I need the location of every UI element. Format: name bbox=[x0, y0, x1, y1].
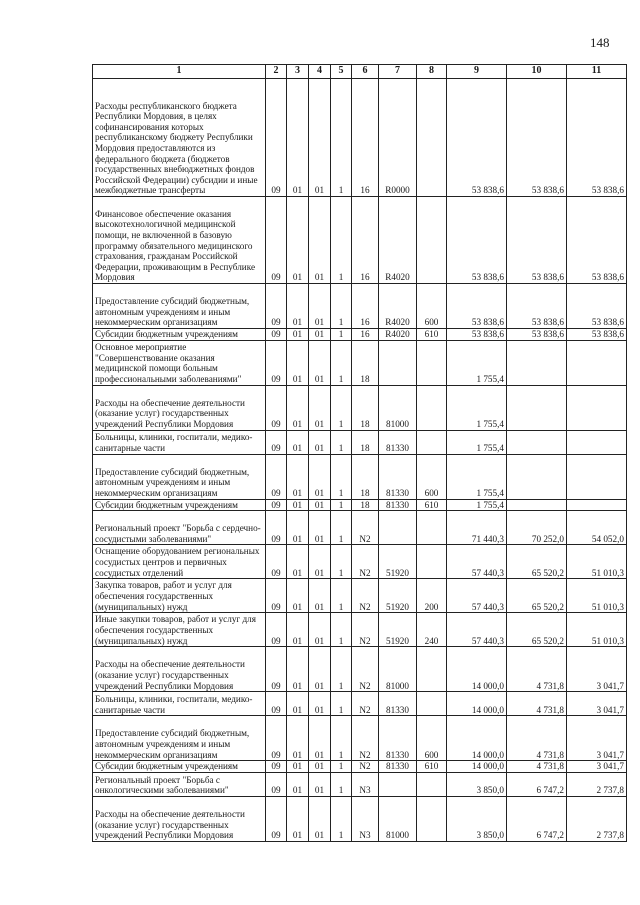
row-name-cell: Финансовое обеспечение оказания высокотехнологичной медицинской помощи, не включенной в базовую программу обязательного медицинского страхования, гражданам Российской Федерации, проживающим в Республике Мордовия bbox=[93, 197, 266, 284]
row-cell-col-5: 1 bbox=[331, 511, 352, 545]
row-cell-col-6: 18 bbox=[352, 454, 379, 499]
row-cell-col-6: 16 bbox=[352, 329, 379, 341]
row-cell-col-10: 4 731,8 bbox=[507, 692, 567, 716]
row-cell-col-4: 01 bbox=[309, 613, 331, 647]
row-cell-col-8: 600 bbox=[417, 716, 447, 761]
row-cell-col-7 bbox=[379, 511, 417, 545]
row-cell-col-2: 09 bbox=[266, 284, 287, 329]
row-cell-col-11: 3 041,7 bbox=[567, 692, 627, 716]
row-cell-col-10: 4 731,8 bbox=[507, 761, 567, 773]
row-cell-col-8: 610 bbox=[417, 329, 447, 341]
row-cell-col-6: 16 bbox=[352, 284, 379, 329]
row-cell-col-8: 600 bbox=[417, 284, 447, 329]
row-cell-col-4: 01 bbox=[309, 692, 331, 716]
row-cell-col-10: 70 252,0 bbox=[507, 511, 567, 545]
row-cell-col-3: 01 bbox=[287, 284, 309, 329]
row-cell-col-11: 53 838,6 bbox=[567, 284, 627, 329]
row-cell-col-3: 01 bbox=[287, 499, 309, 511]
row-cell-col-5: 1 bbox=[331, 499, 352, 511]
row-cell-col-9: 1 755,4 bbox=[447, 499, 507, 511]
row-cell-col-8 bbox=[417, 197, 447, 284]
row-name-cell: Расходы на обеспечение деятельности (оказание услуг) государственных учреждений Республики Мордовия bbox=[93, 385, 266, 430]
row-cell-col-4: 01 bbox=[309, 329, 331, 341]
column-header-9: 9 bbox=[447, 65, 507, 79]
column-header-3: 3 bbox=[287, 65, 309, 79]
row-cell-col-2: 09 bbox=[266, 613, 287, 647]
row-cell-col-11: 53 838,6 bbox=[567, 79, 627, 197]
row-cell-col-9: 3 850,0 bbox=[447, 772, 507, 796]
row-cell-col-9: 1 755,4 bbox=[447, 454, 507, 499]
row-cell-col-7: 81000 bbox=[379, 796, 417, 841]
row-cell-col-3: 01 bbox=[287, 613, 309, 647]
row-cell-col-4: 01 bbox=[309, 385, 331, 430]
row-cell-col-10: 4 731,8 bbox=[507, 716, 567, 761]
row-cell-col-7: 81330 bbox=[379, 454, 417, 499]
row-cell-col-7 bbox=[379, 340, 417, 385]
column-header-10: 10 bbox=[507, 65, 567, 79]
row-cell-col-9: 71 440,3 bbox=[447, 511, 507, 545]
page-number: 148 bbox=[590, 35, 610, 50]
row-cell-col-3: 01 bbox=[287, 385, 309, 430]
row-cell-col-2: 09 bbox=[266, 772, 287, 796]
row-cell-col-4: 01 bbox=[309, 197, 331, 284]
row-cell-col-7: R0000 bbox=[379, 79, 417, 197]
row-cell-col-7: R4020 bbox=[379, 284, 417, 329]
row-name-cell: Расходы на обеспечение деятельности (оказание услуг) государственных учреждений Республики Мордовия bbox=[93, 796, 266, 841]
row-cell-col-11: 3 041,7 bbox=[567, 761, 627, 773]
row-cell-col-8 bbox=[417, 79, 447, 197]
row-cell-col-6: N2 bbox=[352, 716, 379, 761]
row-cell-col-2: 09 bbox=[266, 647, 287, 692]
row-cell-col-10: 65 520,2 bbox=[507, 579, 567, 613]
row-cell-col-9: 53 838,6 bbox=[447, 284, 507, 329]
table-row bbox=[93, 796, 627, 841]
header-row bbox=[93, 65, 627, 79]
row-cell-col-9: 14 000,0 bbox=[447, 692, 507, 716]
row-cell-col-5: 1 bbox=[331, 284, 352, 329]
row-cell-col-11: 51 010,3 bbox=[567, 579, 627, 613]
table-row bbox=[93, 579, 627, 613]
row-cell-col-3: 01 bbox=[287, 454, 309, 499]
row-cell-col-2: 09 bbox=[266, 796, 287, 841]
row-cell-col-9: 1 755,4 bbox=[447, 430, 507, 454]
column-header-5: 5 bbox=[331, 65, 352, 79]
budget-table bbox=[92, 64, 627, 842]
table-row bbox=[93, 385, 627, 430]
row-cell-col-6: 18 bbox=[352, 340, 379, 385]
table-row bbox=[93, 430, 627, 454]
row-cell-col-9: 1 755,4 bbox=[447, 385, 507, 430]
row-cell-col-11: 51 010,3 bbox=[567, 545, 627, 579]
row-cell-col-3: 01 bbox=[287, 692, 309, 716]
row-cell-col-5: 1 bbox=[331, 647, 352, 692]
row-cell-col-11: 3 041,7 bbox=[567, 716, 627, 761]
row-cell-col-5: 1 bbox=[331, 613, 352, 647]
row-name-cell: Закупка товаров, работ и услуг для обеспечения государственных (муниципальных) нужд bbox=[93, 579, 266, 613]
row-cell-col-10 bbox=[507, 454, 567, 499]
row-cell-col-2: 09 bbox=[266, 511, 287, 545]
row-cell-col-10: 53 838,6 bbox=[507, 284, 567, 329]
row-cell-col-6: 16 bbox=[352, 79, 379, 197]
row-cell-col-5: 1 bbox=[331, 772, 352, 796]
row-cell-col-9: 3 850,0 bbox=[447, 796, 507, 841]
row-cell-col-5: 1 bbox=[331, 385, 352, 430]
row-name-cell: Предоставление субсидий бюджетным, автономным учреждениям и иным некоммерческим организациям bbox=[93, 284, 266, 329]
row-cell-col-7: 81330 bbox=[379, 692, 417, 716]
row-cell-col-2: 09 bbox=[266, 430, 287, 454]
row-cell-col-6: N2 bbox=[352, 545, 379, 579]
row-cell-col-5: 1 bbox=[331, 796, 352, 841]
row-cell-col-3: 01 bbox=[287, 430, 309, 454]
row-cell-col-8 bbox=[417, 430, 447, 454]
row-cell-col-3: 01 bbox=[287, 761, 309, 773]
row-cell-col-9: 14 000,0 bbox=[447, 761, 507, 773]
row-cell-col-7: 81000 bbox=[379, 385, 417, 430]
row-name-cell: Больницы, клиники, госпитали, медико-санитарные части bbox=[93, 430, 266, 454]
row-cell-col-6: N2 bbox=[352, 761, 379, 773]
row-cell-col-3: 01 bbox=[287, 545, 309, 579]
row-cell-col-3: 01 bbox=[287, 716, 309, 761]
row-cell-col-6: N2 bbox=[352, 647, 379, 692]
row-cell-col-7: 81000 bbox=[379, 647, 417, 692]
row-cell-col-7: R4020 bbox=[379, 329, 417, 341]
row-name-cell: Расходы на обеспечение деятельности (оказание услуг) государственных учреждений Республики Мордовия bbox=[93, 647, 266, 692]
row-cell-col-2: 09 bbox=[266, 692, 287, 716]
row-cell-col-10: 6 747,2 bbox=[507, 796, 567, 841]
row-cell-col-4: 01 bbox=[309, 579, 331, 613]
table-row bbox=[93, 692, 627, 716]
row-name-cell: Основное мероприятие "Совершенствование оказания медицинской помощи больным профессиональными заболеваниями" bbox=[93, 340, 266, 385]
row-cell-col-8 bbox=[417, 511, 447, 545]
row-cell-col-2: 09 bbox=[266, 716, 287, 761]
row-cell-col-4: 01 bbox=[309, 430, 331, 454]
row-cell-col-4: 01 bbox=[309, 284, 331, 329]
table-row bbox=[93, 545, 627, 579]
row-name-cell: Предоставление субсидий бюджетным, автономным учреждениям и иным некоммерческим организациям bbox=[93, 716, 266, 761]
row-cell-col-8: 600 bbox=[417, 454, 447, 499]
row-cell-col-7: 51920 bbox=[379, 613, 417, 647]
row-name-cell: Субсидии бюджетным учреждениям bbox=[93, 499, 266, 511]
row-cell-col-5: 1 bbox=[331, 692, 352, 716]
row-cell-col-11 bbox=[567, 499, 627, 511]
row-cell-col-4: 01 bbox=[309, 647, 331, 692]
row-name-cell: Иные закупки товаров, работ и услуг для обеспечения государственных (муниципальных) нужд bbox=[93, 613, 266, 647]
row-cell-col-2: 09 bbox=[266, 499, 287, 511]
row-cell-col-10: 53 838,6 bbox=[507, 329, 567, 341]
row-cell-col-3: 01 bbox=[287, 579, 309, 613]
table-row bbox=[93, 79, 627, 197]
row-cell-col-2: 09 bbox=[266, 385, 287, 430]
row-name-cell: Региональный проект "Борьба с онкологическими заболеваниями" bbox=[93, 772, 266, 796]
row-cell-col-4: 01 bbox=[309, 340, 331, 385]
row-cell-col-11: 51 010,3 bbox=[567, 613, 627, 647]
row-cell-col-6: N2 bbox=[352, 692, 379, 716]
row-cell-col-9: 1 755,4 bbox=[447, 340, 507, 385]
row-cell-col-3: 01 bbox=[287, 340, 309, 385]
row-cell-col-5: 1 bbox=[331, 79, 352, 197]
row-cell-col-7: 51920 bbox=[379, 579, 417, 613]
row-cell-col-5: 1 bbox=[331, 430, 352, 454]
row-cell-col-5: 1 bbox=[331, 545, 352, 579]
row-cell-col-10: 65 520,2 bbox=[507, 613, 567, 647]
row-cell-col-10 bbox=[507, 340, 567, 385]
table-row bbox=[93, 329, 627, 341]
row-cell-col-9: 57 440,3 bbox=[447, 545, 507, 579]
row-name-cell: Субсидии бюджетным учреждениям bbox=[93, 329, 266, 341]
row-cell-col-6: 18 bbox=[352, 499, 379, 511]
row-cell-col-7: R4020 bbox=[379, 197, 417, 284]
row-cell-col-3: 01 bbox=[287, 79, 309, 197]
row-cell-col-4: 01 bbox=[309, 499, 331, 511]
row-cell-col-10: 6 747,2 bbox=[507, 772, 567, 796]
row-name-cell: Расходы республиканского бюджета Республики Мордовия, в целях софинансирования которых республиканскому бюджету Республики Мордовия предоставляются из федерального бюджета (бюджетов государственных внебюджетных фондов Российской Федерации) субсидии и иные межбюджетные трансферты bbox=[93, 79, 266, 197]
row-cell-col-8 bbox=[417, 340, 447, 385]
table-row bbox=[93, 499, 627, 511]
row-name-cell: Предоставление субсидий бюджетным, автономным учреждениям и иным некоммерческим организациям bbox=[93, 454, 266, 499]
table-row bbox=[93, 340, 627, 385]
row-cell-col-10: 4 731,8 bbox=[507, 647, 567, 692]
row-cell-col-3: 01 bbox=[287, 772, 309, 796]
row-cell-col-5: 1 bbox=[331, 716, 352, 761]
row-cell-col-4: 01 bbox=[309, 796, 331, 841]
row-cell-col-11: 53 838,6 bbox=[567, 197, 627, 284]
row-cell-col-2: 09 bbox=[266, 761, 287, 773]
row-cell-col-10: 65 520,2 bbox=[507, 545, 567, 579]
row-cell-col-6: N2 bbox=[352, 613, 379, 647]
row-cell-col-9: 14 000,0 bbox=[447, 647, 507, 692]
row-cell-col-5: 1 bbox=[331, 340, 352, 385]
row-cell-col-5: 1 bbox=[331, 329, 352, 341]
table-row bbox=[93, 197, 627, 284]
table-row bbox=[93, 454, 627, 499]
row-cell-col-2: 09 bbox=[266, 579, 287, 613]
row-cell-col-8: 610 bbox=[417, 761, 447, 773]
column-header-4: 4 bbox=[309, 65, 331, 79]
row-cell-col-4: 01 bbox=[309, 511, 331, 545]
row-cell-col-11: 2 737,8 bbox=[567, 796, 627, 841]
row-cell-col-9: 57 440,3 bbox=[447, 613, 507, 647]
table-row bbox=[93, 716, 627, 761]
row-cell-col-2: 09 bbox=[266, 545, 287, 579]
row-cell-col-4: 01 bbox=[309, 772, 331, 796]
row-cell-col-11 bbox=[567, 385, 627, 430]
table-row bbox=[93, 647, 627, 692]
row-cell-col-7: 51920 bbox=[379, 545, 417, 579]
row-cell-col-8 bbox=[417, 385, 447, 430]
row-cell-col-10: 53 838,6 bbox=[507, 197, 567, 284]
row-cell-col-4: 01 bbox=[309, 545, 331, 579]
row-cell-col-9: 53 838,6 bbox=[447, 197, 507, 284]
row-cell-col-8 bbox=[417, 772, 447, 796]
table-row bbox=[93, 511, 627, 545]
row-cell-col-4: 01 bbox=[309, 454, 331, 499]
row-cell-col-2: 09 bbox=[266, 329, 287, 341]
row-cell-col-9: 57 440,3 bbox=[447, 579, 507, 613]
row-cell-col-7: 81330 bbox=[379, 761, 417, 773]
row-name-cell: Больницы, клиники, госпитали, медико-санитарные части bbox=[93, 692, 266, 716]
table-row bbox=[93, 772, 627, 796]
row-cell-col-11 bbox=[567, 430, 627, 454]
column-header-7: 7 bbox=[379, 65, 417, 79]
row-cell-col-10: 53 838,6 bbox=[507, 79, 567, 197]
row-cell-col-9: 53 838,6 bbox=[447, 329, 507, 341]
row-cell-col-8 bbox=[417, 796, 447, 841]
column-header-8: 8 bbox=[417, 65, 447, 79]
row-cell-col-6: 18 bbox=[352, 385, 379, 430]
row-cell-col-7: 81330 bbox=[379, 430, 417, 454]
row-cell-col-11: 3 041,7 bbox=[567, 647, 627, 692]
row-cell-col-11 bbox=[567, 454, 627, 499]
table-row bbox=[93, 761, 627, 773]
row-cell-col-2: 09 bbox=[266, 340, 287, 385]
column-header-11: 11 bbox=[567, 65, 627, 79]
row-cell-col-3: 01 bbox=[287, 329, 309, 341]
row-cell-col-6: 16 bbox=[352, 197, 379, 284]
row-cell-col-2: 09 bbox=[266, 197, 287, 284]
row-cell-col-10 bbox=[507, 385, 567, 430]
row-cell-col-11: 54 052,0 bbox=[567, 511, 627, 545]
row-cell-col-4: 01 bbox=[309, 716, 331, 761]
row-cell-col-3: 01 bbox=[287, 511, 309, 545]
row-cell-col-7: 81330 bbox=[379, 499, 417, 511]
row-cell-col-5: 1 bbox=[331, 579, 352, 613]
row-cell-col-7: 81330 bbox=[379, 716, 417, 761]
row-cell-col-11: 2 737,8 bbox=[567, 772, 627, 796]
row-cell-col-8 bbox=[417, 545, 447, 579]
row-cell-col-5: 1 bbox=[331, 454, 352, 499]
row-cell-col-6: N2 bbox=[352, 579, 379, 613]
row-cell-col-11: 53 838,6 bbox=[567, 329, 627, 341]
row-name-cell: Региональный проект "Борьба с сердечно-сосудистыми заболеваниями" bbox=[93, 511, 266, 545]
column-header-1: 1 bbox=[93, 65, 266, 79]
row-cell-col-11 bbox=[567, 340, 627, 385]
row-cell-col-3: 01 bbox=[287, 647, 309, 692]
row-cell-col-6: 18 bbox=[352, 430, 379, 454]
table-row bbox=[93, 284, 627, 329]
row-name-cell: Субсидии бюджетным учреждениям bbox=[93, 761, 266, 773]
row-cell-col-4: 01 bbox=[309, 79, 331, 197]
row-cell-col-10 bbox=[507, 430, 567, 454]
row-cell-col-3: 01 bbox=[287, 197, 309, 284]
column-header-2: 2 bbox=[266, 65, 287, 79]
row-cell-col-8: 610 bbox=[417, 499, 447, 511]
row-cell-col-7 bbox=[379, 772, 417, 796]
row-cell-col-8: 240 bbox=[417, 613, 447, 647]
row-cell-col-6: N3 bbox=[352, 796, 379, 841]
column-header-6: 6 bbox=[352, 65, 379, 79]
row-cell-col-2: 09 bbox=[266, 79, 287, 197]
row-cell-col-3: 01 bbox=[287, 796, 309, 841]
row-cell-col-8 bbox=[417, 647, 447, 692]
row-cell-col-10 bbox=[507, 499, 567, 511]
row-cell-col-8: 200 bbox=[417, 579, 447, 613]
table-row bbox=[93, 613, 627, 647]
row-cell-col-2: 09 bbox=[266, 454, 287, 499]
row-cell-col-4: 01 bbox=[309, 761, 331, 773]
row-cell-col-9: 14 000,0 bbox=[447, 716, 507, 761]
row-cell-col-5: 1 bbox=[331, 761, 352, 773]
row-cell-col-6: N3 bbox=[352, 772, 379, 796]
row-cell-col-6: N2 bbox=[352, 511, 379, 545]
row-cell-col-8 bbox=[417, 692, 447, 716]
row-cell-col-9: 53 838,6 bbox=[447, 79, 507, 197]
row-cell-col-5: 1 bbox=[331, 197, 352, 284]
row-name-cell: Оснащение оборудованием региональных сосудистых центров и первичных сосудистых отделений bbox=[93, 545, 266, 579]
